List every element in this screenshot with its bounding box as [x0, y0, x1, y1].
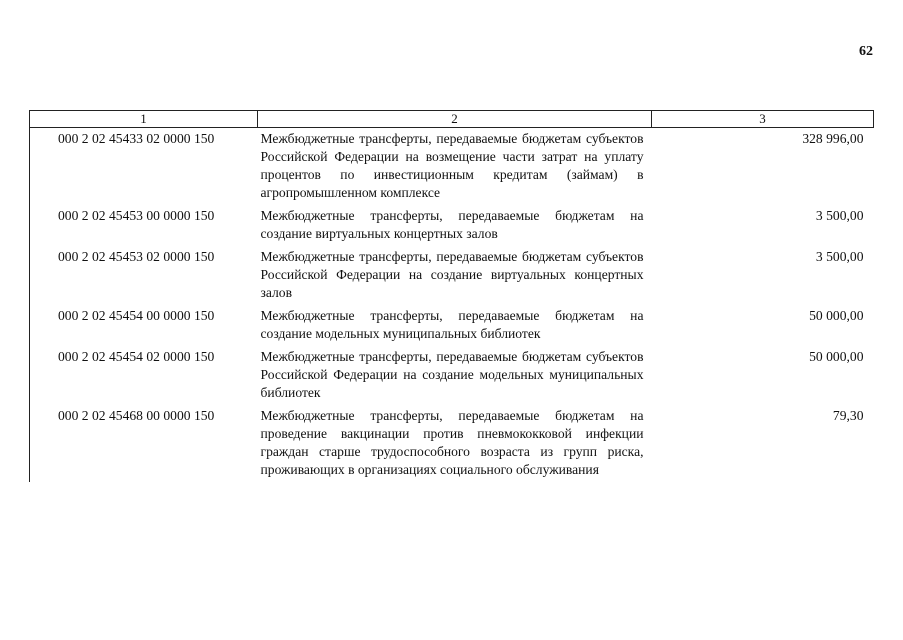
row-amount: 79,30 — [832, 408, 864, 423]
budget-code: 000 2 02 45453 02 0000 150 — [30, 246, 258, 305]
row-amount: 328 996,00 — [802, 131, 864, 146]
budget-code: 000 2 02 45453 00 0000 150 — [30, 205, 258, 246]
row-description: Межбюджетные трансферты, передаваемые бюджетам на проведение вакцинации против пневмококковой инфекции граждан старше трудоспособного возраста из групп риска, проживающих в организациях социального обслуживания — [260, 408, 644, 477]
column-header-3: 3 — [652, 111, 874, 128]
budget-code: 000 2 02 45433 02 0000 150 — [30, 128, 258, 206]
table-header-row — [30, 111, 874, 128]
budget-code: 000 2 02 45468 00 0000 150 — [30, 405, 258, 482]
page-number: 62 — [859, 44, 873, 59]
table-row — [30, 305, 874, 346]
row-description: Межбюджетные трансферты, передаваемые бюджетам на создание виртуальных концертных залов — [260, 208, 644, 241]
budget-code: 000 2 02 45454 00 0000 150 — [30, 305, 258, 346]
row-description: Межбюджетные трансферты, передаваемые бюджетам субъектов Российской Федерации на возмещение части затрат на уплату процентов по инвестиционным кредитам (займам) в агропромышленном комплексе — [260, 131, 644, 200]
table-row — [30, 405, 874, 482]
table-row — [30, 346, 874, 405]
table-row — [30, 246, 874, 305]
row-description: Межбюджетные трансферты, передаваемые бюджетам на создание модельных муниципальных библиотек — [260, 308, 644, 341]
row-amount: 3 500,00 — [815, 208, 864, 223]
column-header-1: 1 — [30, 111, 258, 128]
table-row — [30, 205, 874, 246]
row-description: Межбюджетные трансферты, передаваемые бюджетам субъектов Российской Федерации на создание модельных муниципальных библиотек — [260, 349, 644, 400]
row-amount: 3 500,00 — [815, 249, 864, 264]
table-row — [30, 128, 874, 206]
row-amount: 50 000,00 — [809, 349, 864, 364]
column-header-2: 2 — [258, 111, 652, 128]
budget-code: 000 2 02 45454 02 0000 150 — [30, 346, 258, 405]
row-description: Межбюджетные трансферты, передаваемые бюджетам субъектов Российской Федерации на создание виртуальных концертных залов — [260, 249, 644, 300]
row-amount: 50 000,00 — [809, 308, 864, 323]
budget-table — [29, 110, 874, 482]
